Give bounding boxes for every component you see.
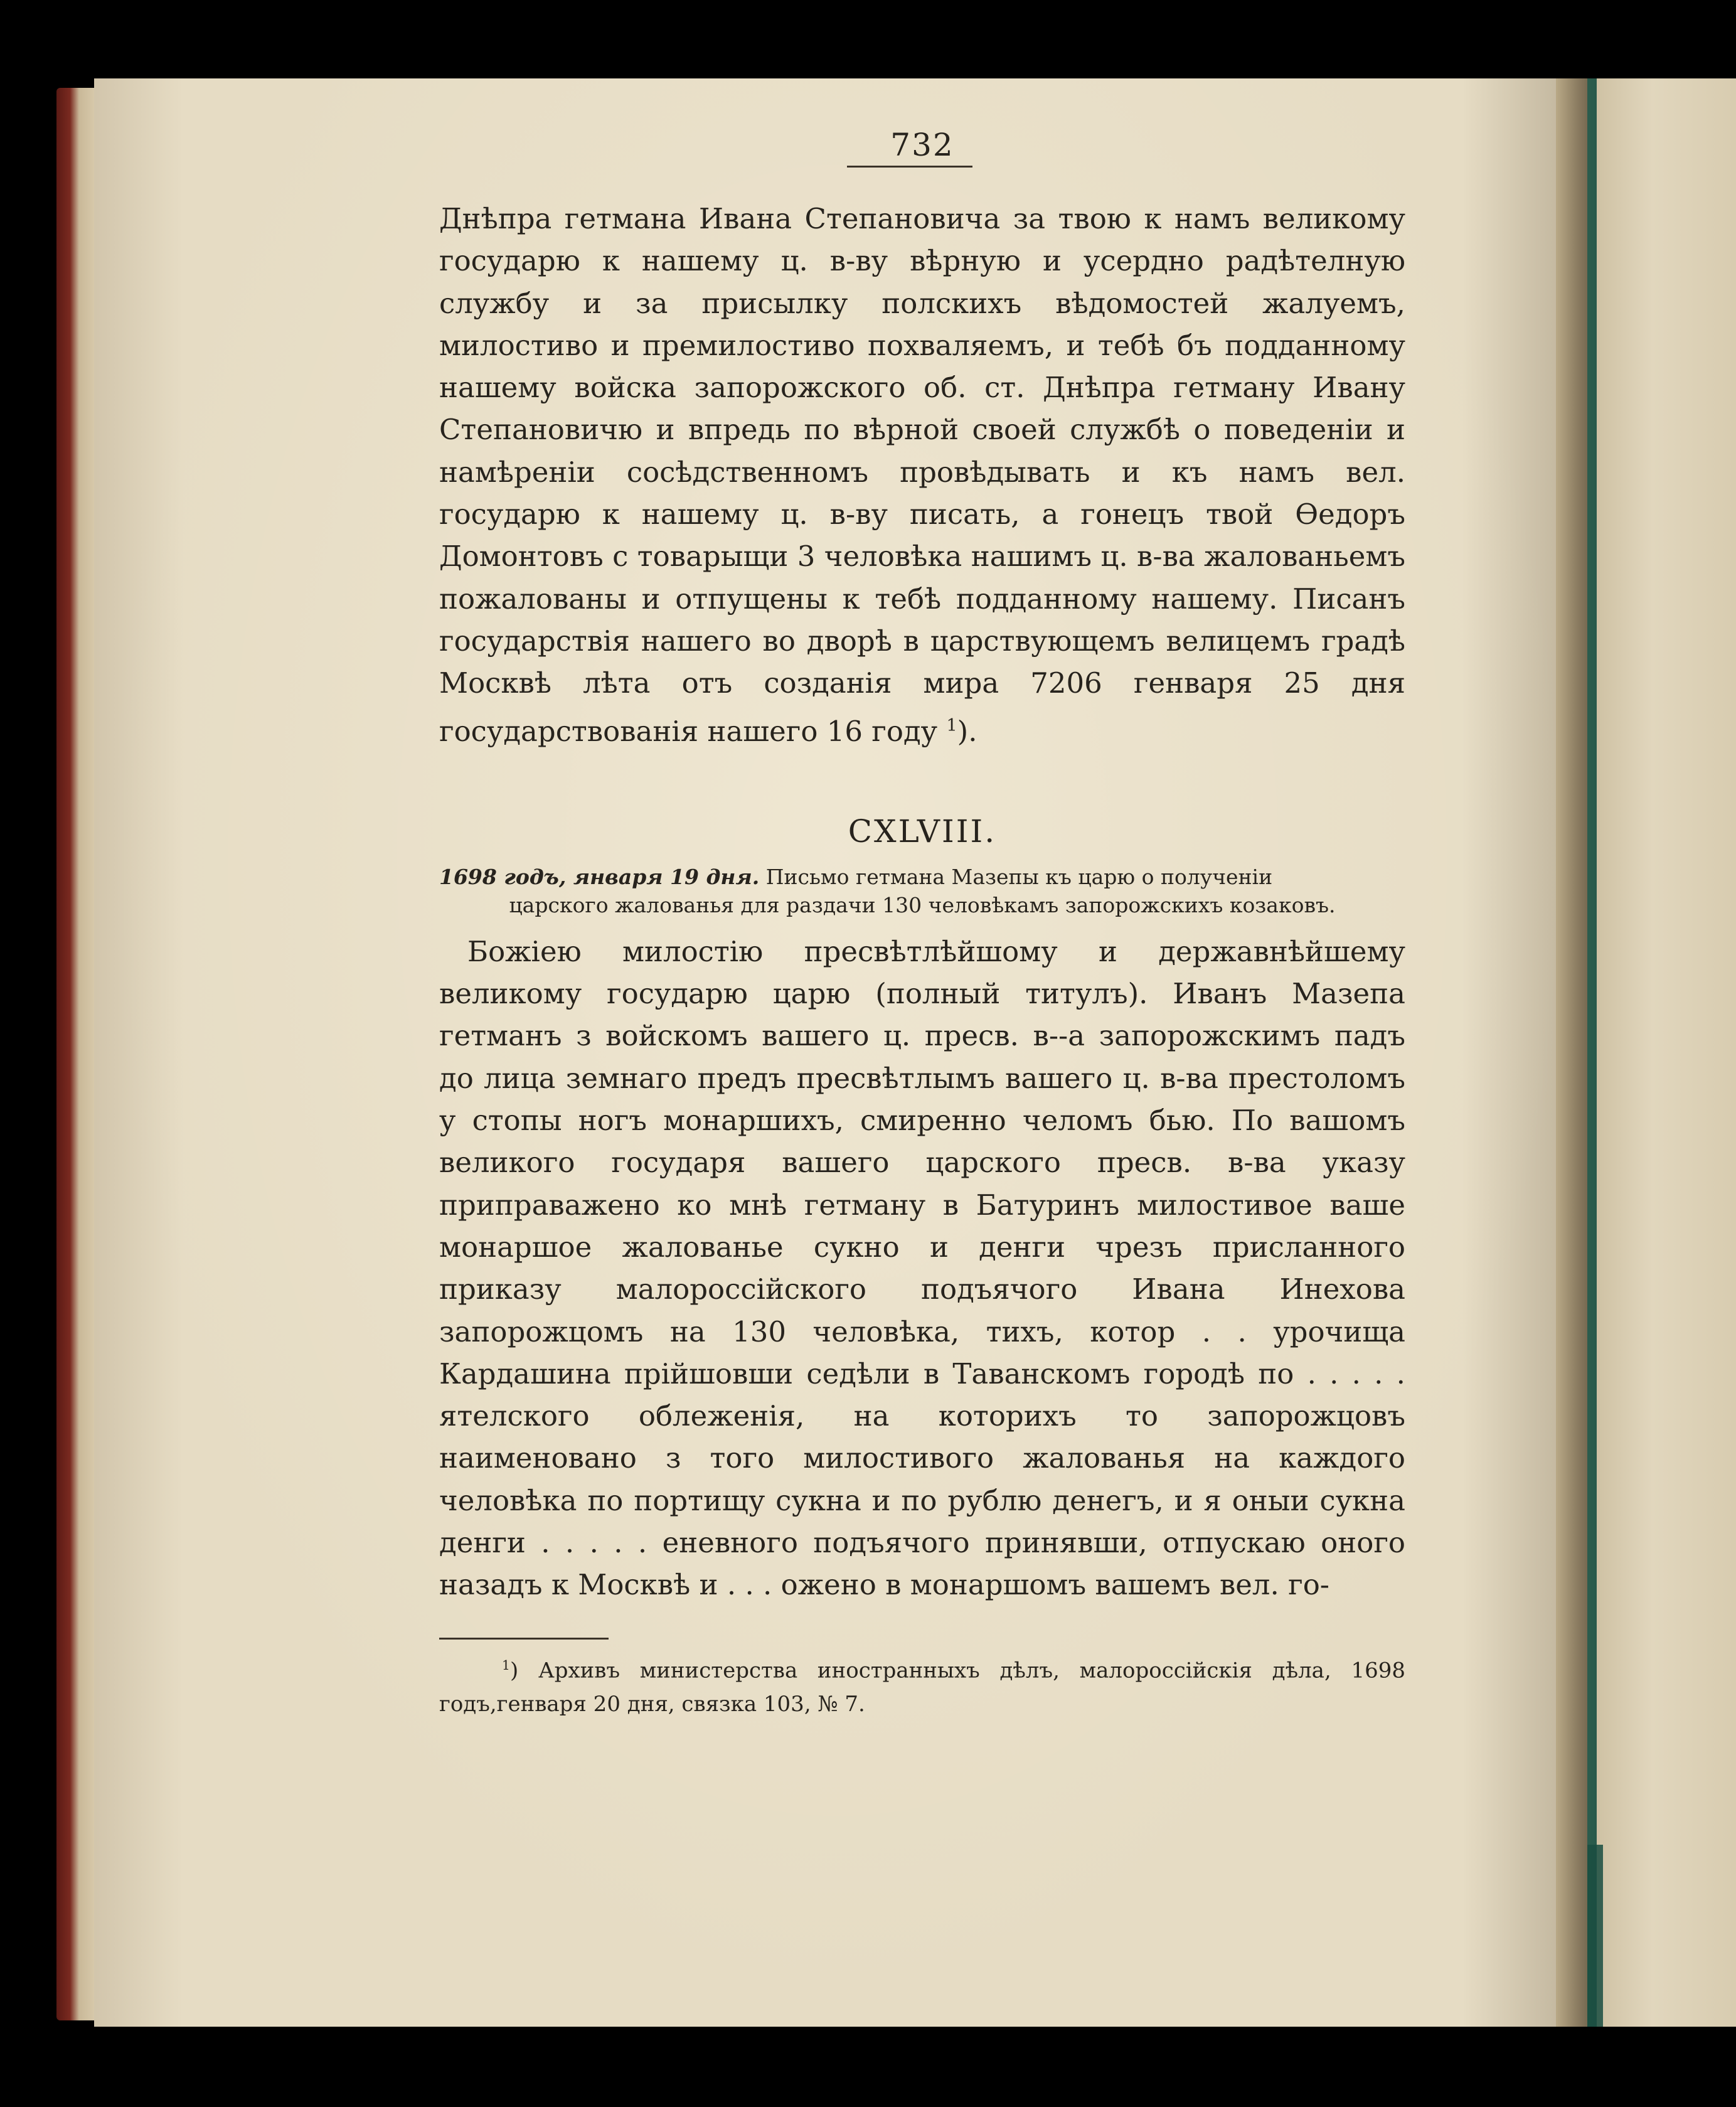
document-date: 1698 годъ, января 19 дня.: [439, 864, 760, 889]
footnote-mark: 1: [502, 1657, 510, 1673]
paragraph-1-text: Днѣпра гетмана Ивана Степановича за твою к намъ великому государю к нашему ц. в-ву вѣрную и усердно радѣтелную службу и за присылку полскихъ вѣдомостей жалуемъ, милостиво и премилостиво похваляемъ, и тебѣ бъ подданному нашему войска запорожского об. ст. Днѣпра гетману Ивану Степановичю и впредь по вѣрной своей службѣ о поведенiи и намѣренiи сосѣдственномъ провѣдывать и къ намъ вел. государю к нашему ц. в-ву писать, а гонецъ твой Ѳедоръ Домонтовъ с товарыщи 3 человѣка нашимъ ц. в-ва жалованьемъ пожалованы и отпущены к тебѣ подданному нашему. Писанъ государствiя нашего во дворѣ в царствующемъ велицемъ градѣ Москвѣ лѣта отъ созданiя мира 7206 генваря 25 дня государствованiя нашего 16 году: [439, 202, 1405, 748]
footnote-rule: [439, 1638, 609, 1640]
document-header: [439, 863, 1405, 919]
footnote-reference: 1: [946, 715, 957, 735]
document-summary-1: Письмо гетмана Мазепы къ царю о полученiи: [765, 864, 1273, 889]
footnote-text: ) Архивъ министерства иностранныхъ дѣлъ, малороссiйскiя дѣла, 1698 годъ,генваря 20 дня, связка 103, № 7.: [439, 1657, 1405, 1717]
page-content: [439, 125, 1405, 1721]
page-number-rule: [847, 166, 972, 168]
page-number: 732: [890, 127, 954, 163]
document-summary-2: царского жалованья для раздачи 130 человѣкамъ запорожскихъ козаковъ.: [509, 892, 1336, 917]
footnote: [439, 1648, 1405, 1721]
paragraph-letter: Божiею милостiю пресвѣтлѣйшому и державнѣйшему великому государю царю (полный титулъ). Иванъ Мазепа гетманъ з войскомъ вашего ц. пресв. в--а запорожскимъ падъ до лица земнаго предъ пресвѣтлымъ вашего ц. в-ва престоломъ у стопы ногъ монаршихъ, смиренно челомъ бью. По вашомъ великого государя вашего царского пресв. в-ва указу приправажено ко мнѣ гетману в Батуринъ милостивое ваше монаршое жалованье сукно и денги чрезъ присланного приказу малороссiйского подъячого Ивана Инехова запорожцомъ на 130 человѣка, тихъ, котор . . урочища Кардашина прiйшовши седѣли в Таванскомъ городѣ по . . . . . ятелского облеженiя, на которихъ то запорожцовъ наименовано з того милостивого жалованья на каждого человѣка по портищу сукна и по рублю денегъ, и я оныи сукна денги . . . . . еневного подъячого принявши, отпускаю оного назадъ к Москвѣ и . . . ожено в монаршомъ вашемъ вел. го-: [439, 934, 1405, 1602]
section-title: CXLVIII.: [848, 813, 997, 850]
paragraph-continuation: [439, 198, 1405, 752]
paragraph-1-end: ).: [957, 714, 977, 748]
facing-page: [1597, 78, 1736, 2027]
right-page-edge-lower: [1587, 1845, 1603, 2027]
